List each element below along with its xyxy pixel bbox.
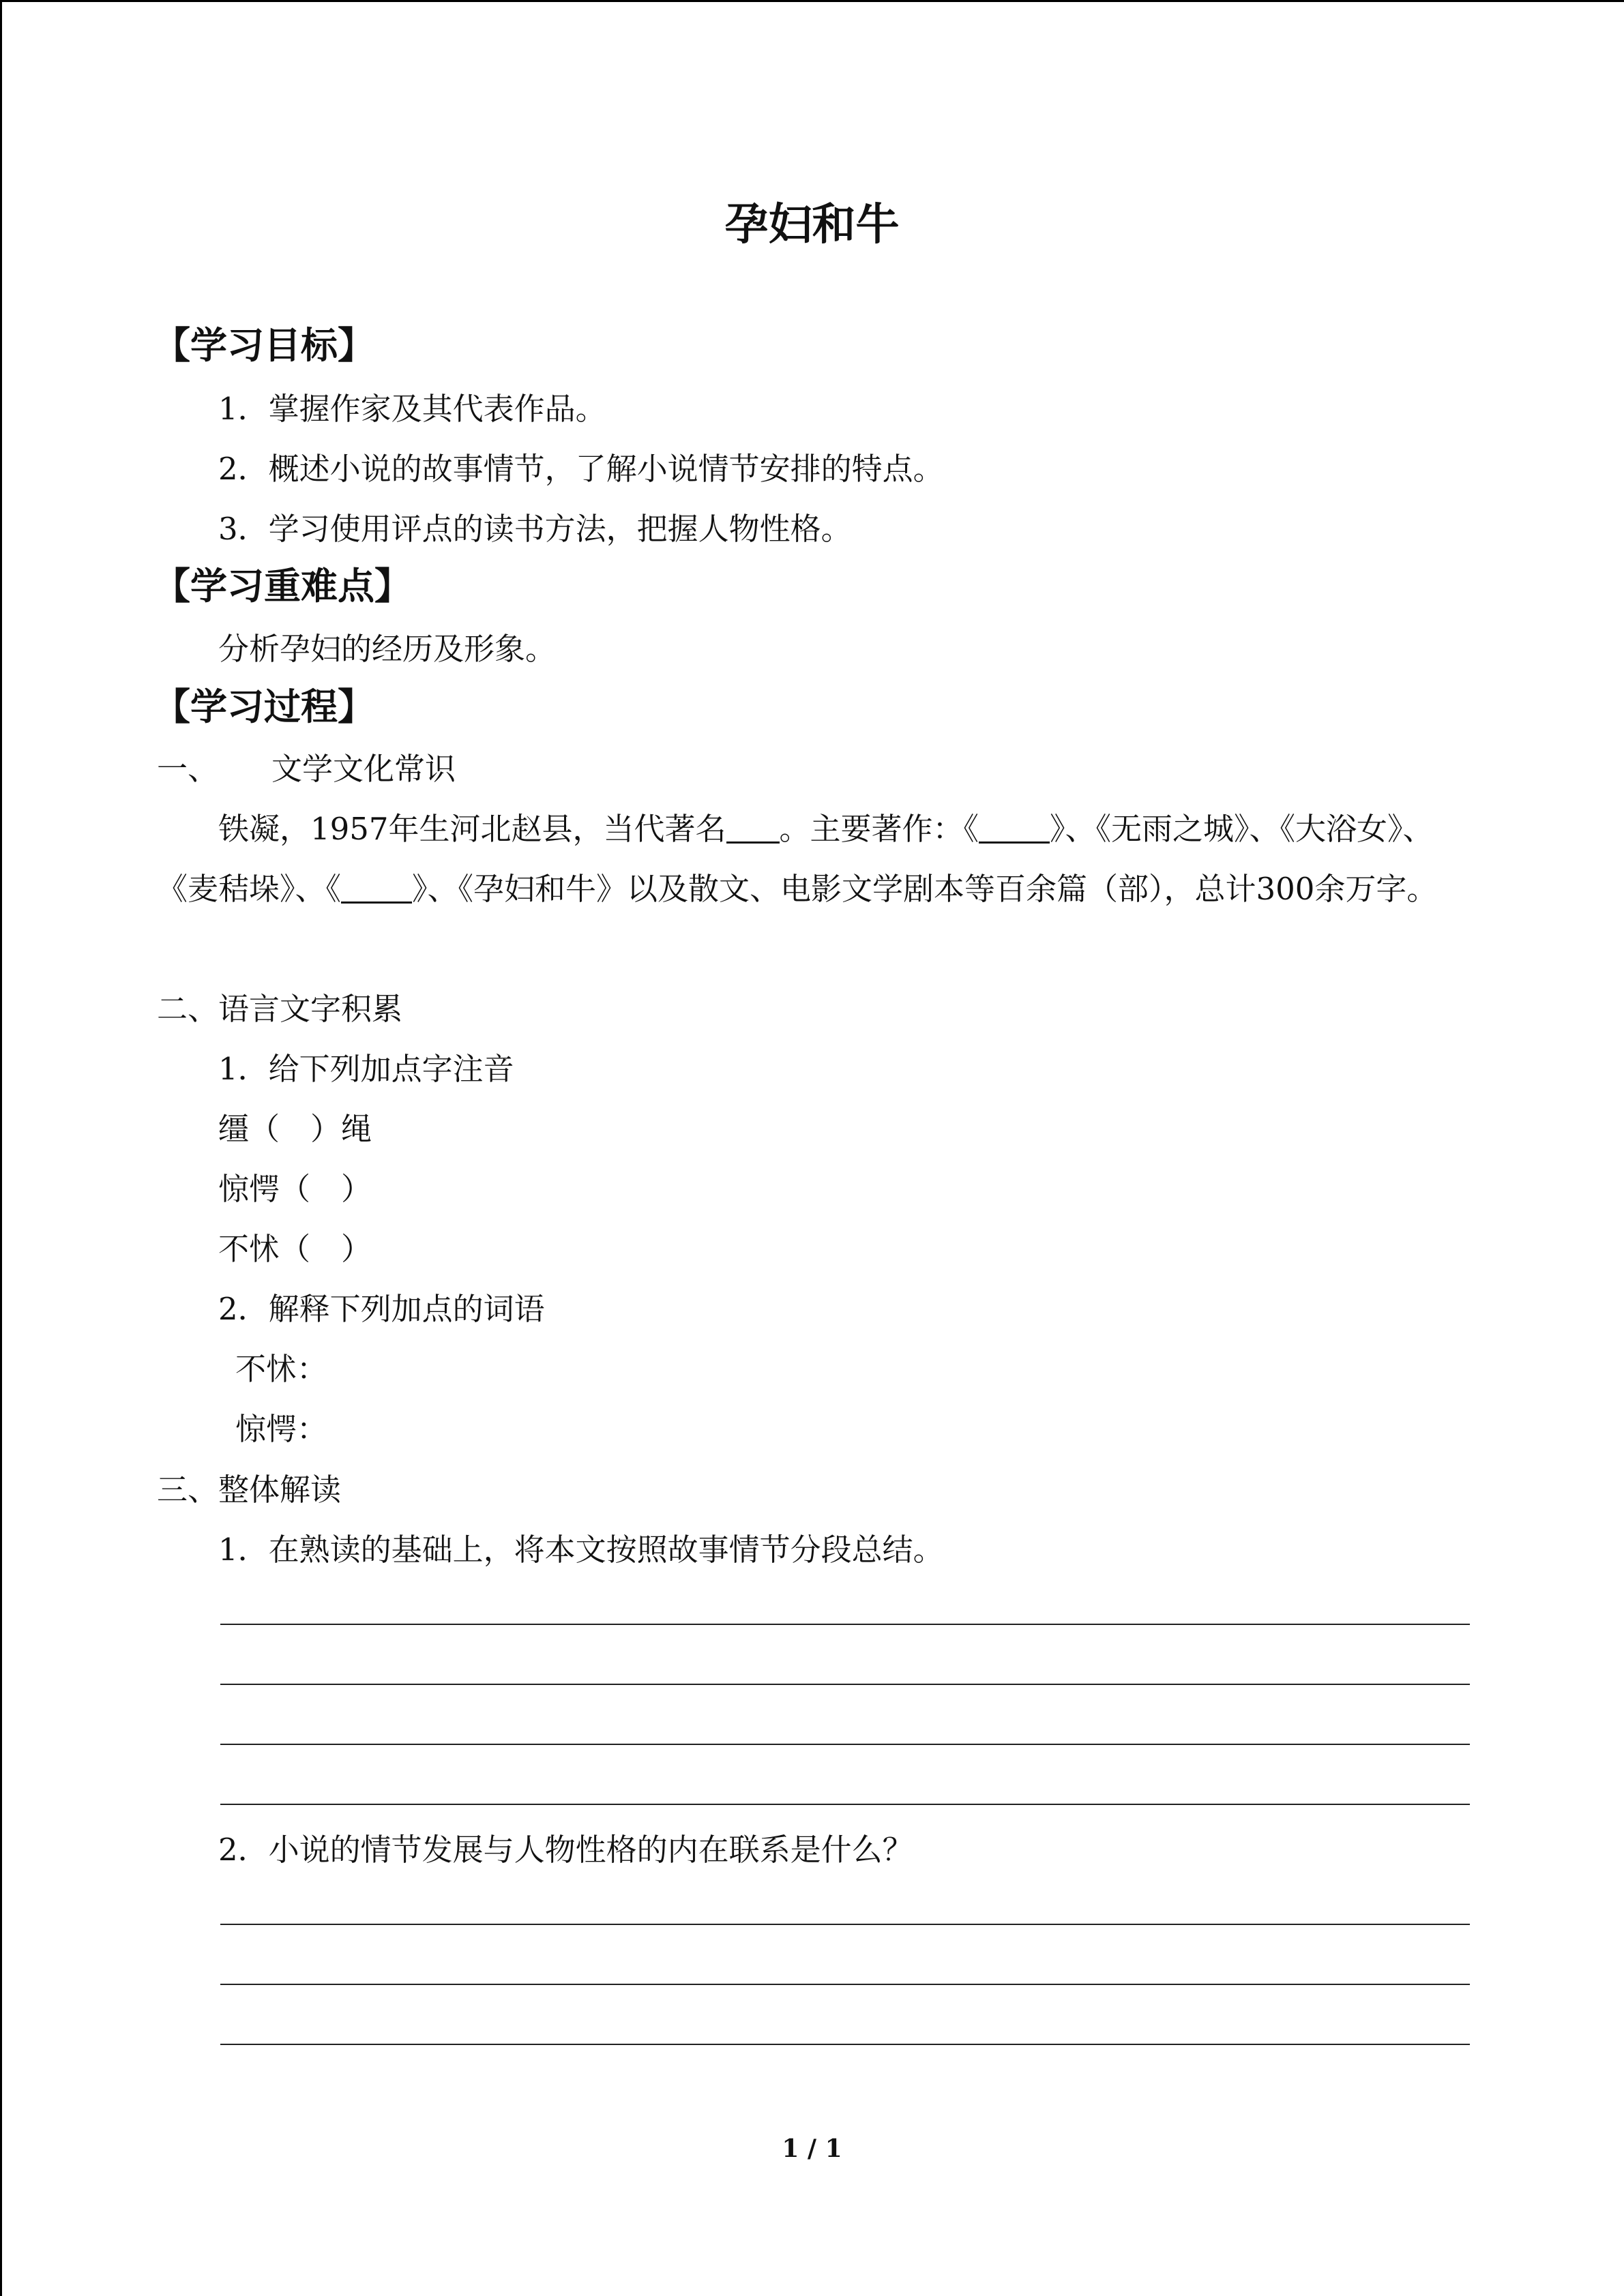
key-points-text: 分析孕妇的经历及形象。 [218, 631, 557, 667]
section3-title: 三、整体解读 [157, 1472, 342, 1508]
pinyin-item-2: 惊愕（ ） [218, 1171, 372, 1207]
section2-question-1: 1．给下列加点字注音 [218, 1051, 514, 1087]
answer-line[interactable] [220, 1984, 1470, 1985]
answer-line[interactable] [220, 1684, 1470, 1685]
section1-title: 文学文化常识 [271, 751, 456, 787]
answer-line[interactable] [220, 1624, 1470, 1625]
fill-blank-identity[interactable] [726, 811, 780, 844]
objectives-heading: 【学习目标】 [153, 324, 374, 367]
section1-number: 一、 [157, 751, 219, 787]
answer-line[interactable] [220, 1804, 1470, 1805]
page-number: 1 / 1 [782, 2134, 842, 2163]
objective-item-2: 2．概述小说的故事情节，了解小说情节安排的特点。 [218, 451, 944, 487]
section1-paragraph [157, 799, 1470, 919]
key-points-heading: 【学习重难点】 [153, 565, 411, 608]
pinyin-item-1: 缰（ ）绳 [218, 1111, 372, 1147]
paragraph-text-2: 。主要著作：《 [779, 811, 979, 847]
paragraph-text-3: 》、《无雨之城》、《大浴女》、《麦秸垛》、《 [157, 811, 1434, 907]
document-title: 孕妇和牛 [724, 200, 900, 250]
answer-line[interactable] [220, 2044, 1470, 2045]
process-heading: 【学习过程】 [153, 685, 374, 728]
pinyin-item-3: 不怵（ ） [218, 1231, 372, 1267]
section3-question-1: 1．在熟读的基础上，将本文按照故事情节分段总结。 [218, 1532, 944, 1568]
objective-item-3: 3．学习使用评点的读书方法，把握人物性格。 [218, 511, 852, 547]
answer-line[interactable] [220, 1744, 1470, 1745]
objective-item-1: 1．掌握作家及其代表作品。 [218, 391, 606, 427]
answer-line[interactable] [220, 1924, 1470, 1925]
section2-title: 二、语言文字积累 [157, 991, 403, 1027]
term-item-1: 不怵： [235, 1351, 328, 1387]
paragraph-text-1: 铁凝，1957年生河北赵县，当代著名 [218, 811, 726, 847]
term-item-2: 惊愕： [235, 1411, 328, 1447]
fill-blank-work-2[interactable] [341, 871, 412, 904]
paragraph-text-4: 》、《孕妇和牛》以及散文、电影文学剧本等百余篇（部），总计300余万字。 [412, 871, 1438, 907]
section3-question-2: 2．小说的情节发展与人物性格的内在联系是什么？ [218, 1832, 913, 1868]
section2-question-2: 2．解释下列加点的词语 [218, 1291, 545, 1327]
fill-blank-work-1[interactable] [979, 811, 1050, 844]
